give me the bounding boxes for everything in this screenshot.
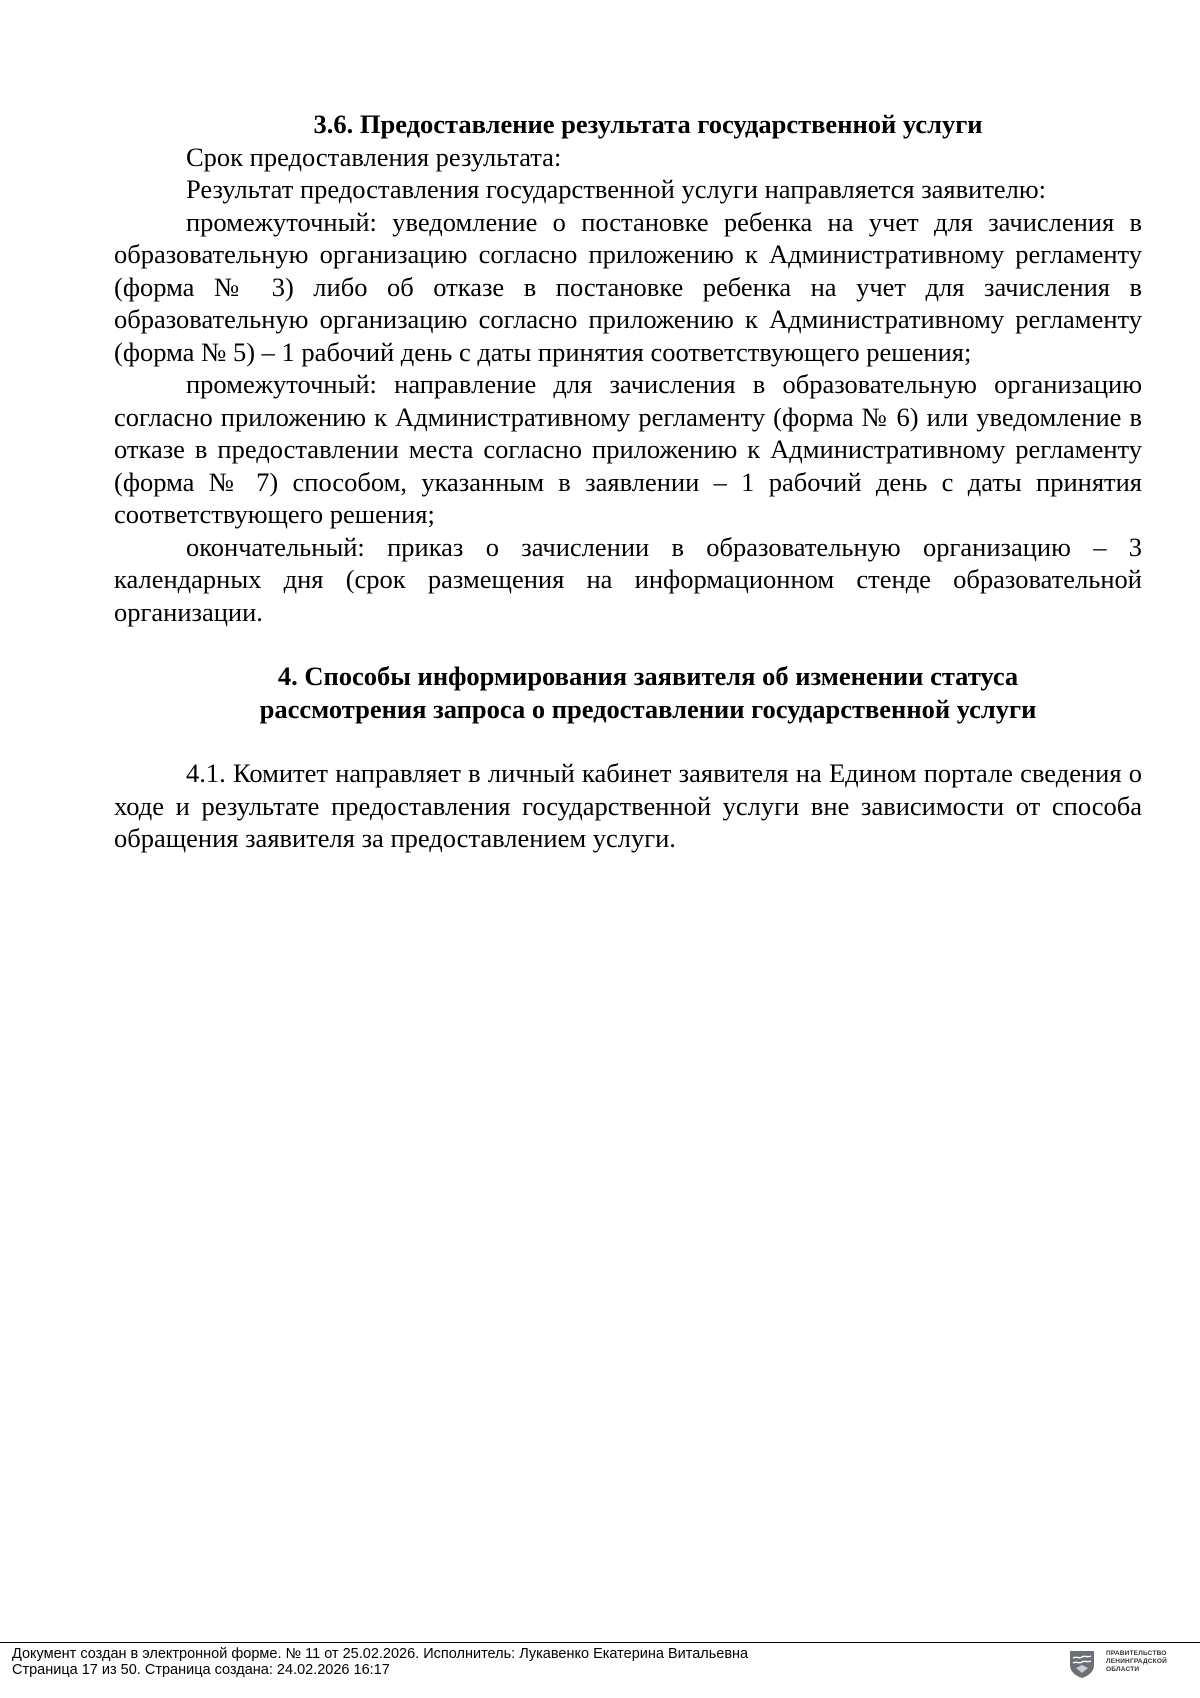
section-4-heading-line-2: рассмотрения запроса о предоставлении государственной услуги (259, 693, 1037, 724)
footer-page-line: Страница 17 из 50. Страница создана: 24.02.2026 16:17 (12, 1662, 390, 1678)
paragraph-intermediate-2: промежуточный: направление для зачисления в образовательную организацию согласно приложению к Административному регламенту (форма № 6) или уведомление в отказе в предоставлении места согласно приложению к Административному регламенту (форма № 7) способом, указанным в заявлении – 1 рабочий день с даты принятия соответствующего решения; (114, 369, 1142, 529)
paragraph-intermediate-1: промежуточный: уведомление о постановке ребенка на учет для зачисления в образовательную организацию согласно приложению к Административному регламенту (форма № 3) либо об отказе в постановке ребенка на учет для зачисления в образовательную организацию согласно приложению к Административному регламенту (форма № 5) – 1 рабочий день с даты принятия соответствующего решения; (114, 206, 1142, 367)
logo-line-2: ЛЕНИНГРАДСКОЙ (1106, 1658, 1167, 1665)
footer-document-line: Документ создан в электронной форме. № 11 от 25.02.2026. Исполнитель: Лукавенко Екатерина Витальевна (12, 1646, 749, 1662)
section-4 (114, 660, 1142, 855)
logo-line-3: ОБЛАСТИ (1106, 1666, 1140, 1673)
section-4-heading-line-1: 4. Способы информирования заявителя об изменении статуса (277, 661, 1019, 691)
logo-line-1: ПРАВИТЕЛЬСТВО (1106, 1650, 1167, 1657)
footer-info (12, 1646, 748, 1678)
footer-divider (0, 1642, 1200, 1643)
coat-of-arms-icon (1068, 1649, 1096, 1679)
paragraph-deadline: Срок предоставления результата: (186, 141, 562, 172)
document-body (114, 108, 1142, 855)
paragraph-4-1: 4.1. Комитет направляет в личный кабинет заявителя на Едином портале сведения о ходе и результате предоставления государственной услуги вне зависимости от способа обращения заявителя за предоставлением услуги. (114, 758, 1142, 853)
logo-text (1106, 1650, 1167, 1674)
government-logo (1068, 1647, 1198, 1681)
section-3-6-heading: 3.6. Предоставление результата государственной услуги (313, 109, 983, 139)
paragraph-result-sent: Результат предоставления государственной услуги направляется заявителю: (186, 174, 1047, 204)
paragraph-final: окончательный: приказ о зачислении в образовательную организацию – 3 календарных дня (срок размещения на информационном стенде образовательной организации. (114, 531, 1142, 627)
